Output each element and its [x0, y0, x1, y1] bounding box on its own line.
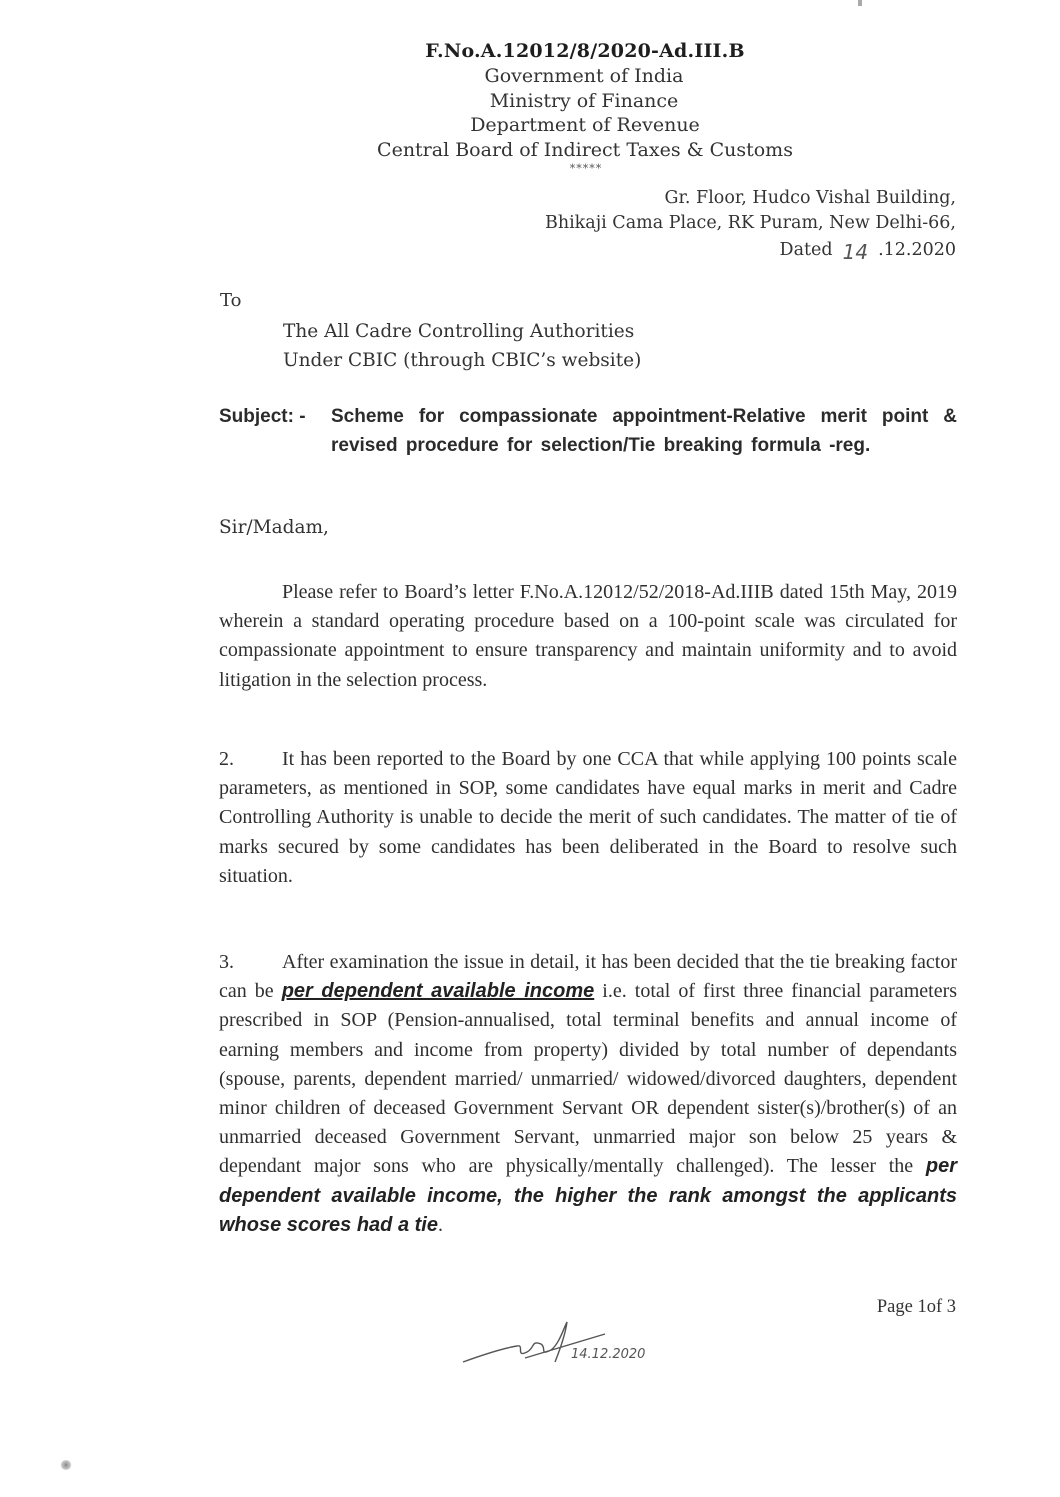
scan-mark: [858, 0, 862, 6]
header-separator: *****: [569, 162, 603, 175]
to-label: To: [220, 290, 242, 311]
page-number: Page 1of 3: [876, 1297, 956, 1317]
paragraph-2-text: It has been reported to the Board by one CCA that while applying 100 points scale parameters, as mentioned in SOP, some candidates have equal marks in merit and Cadre Controlling Authority is unable to decide the merit of such candidates. The matter of tie of marks secured by some candidates has been deliberated in the Board to resolve such situation.: [219, 748, 957, 887]
header-board: Central Board of Indirect Taxes & Customs: [377, 138, 793, 161]
paragraph-2: [219, 745, 957, 891]
paragraph-3-number: 3.: [219, 951, 234, 973]
office-address: [545, 186, 956, 263]
dated-line: [545, 236, 956, 263]
dated-label: Dated: [779, 240, 833, 260]
address-line-1: Gr. Floor, Hudco Vishal Building,: [664, 188, 956, 208]
paragraph-3-emphasis-1: per dependent available income: [281, 980, 595, 1003]
header-department: Department of Revenue: [470, 114, 700, 136]
handwritten-signature-icon: [455, 1318, 675, 1368]
subject-label: Subject: -: [219, 406, 306, 427]
recipient-line-1: The All Cadre Controlling Authorities: [283, 321, 635, 342]
paragraph-1: Please refer to Board’s letter F.No.A.12012/52/2018-Ad.IIIB dated 15th May, 2019 wherein a standard operating procedure based on a 100-point scale was circulated for compassionate appointment to ensure transparency and maintain uniformity and to avoid litigation in the selection process.: [219, 581, 957, 691]
file-number: F.No.A.12012/8/2020-Ad.III.B: [425, 40, 745, 62]
svg-text:14.12.2020: 14.12.2020: [571, 1347, 646, 1362]
subject-text: Scheme for compassionate appointment-Relative merit point & revised procedure for selection/Tie breaking formula -reg.: [331, 406, 957, 456]
paragraph-3: [219, 948, 957, 1240]
salutation: Sir/Madam,: [219, 517, 329, 538]
dated-day-handwritten: 14: [842, 240, 869, 264]
paragraph-2-number: 2.: [219, 748, 234, 770]
recipient-line-2: Under CBIC (through CBIC’s website): [283, 350, 642, 371]
dated-rest: .12.2020: [878, 240, 956, 260]
paragraph-3-emphasis-2: per dependent available income, the higher the rank amongst the applicants whose scores had a tie: [219, 1155, 957, 1236]
header-government: Government of India: [484, 65, 684, 87]
letterhead: [0, 38, 1060, 176]
header-ministry: Ministry of Finance: [489, 89, 679, 112]
paragraph-3-text-b: i.e. total of first three financial parameters prescribed in SOP (Pension-annualised, total terminal benefits and annual income of earning members and income from property) divided by total number of dependants (spouse, parents, dependent married/ unmarried/ widowed/divorced daughters, dependent minor children of deceased Government Servant OR dependent sister(s)/brother(s) of an unmarried deceased Government Servant, unmarried major son below 25 years & dependant major sons who are physically/mentally challenged). The lesser the: [219, 980, 958, 1178]
address-line-2: Bhikaji Cama Place, RK Puram, New Delhi-66,: [544, 213, 956, 233]
scan-speck: [60, 1460, 72, 1470]
subject-block: [219, 402, 957, 460]
paragraph-3-end: .: [437, 1213, 443, 1236]
paragraph-3-text-a: After examination the issue in detail, it has been decided that the tie breaking factor can be: [219, 951, 957, 1003]
recipient-block: [283, 317, 641, 375]
